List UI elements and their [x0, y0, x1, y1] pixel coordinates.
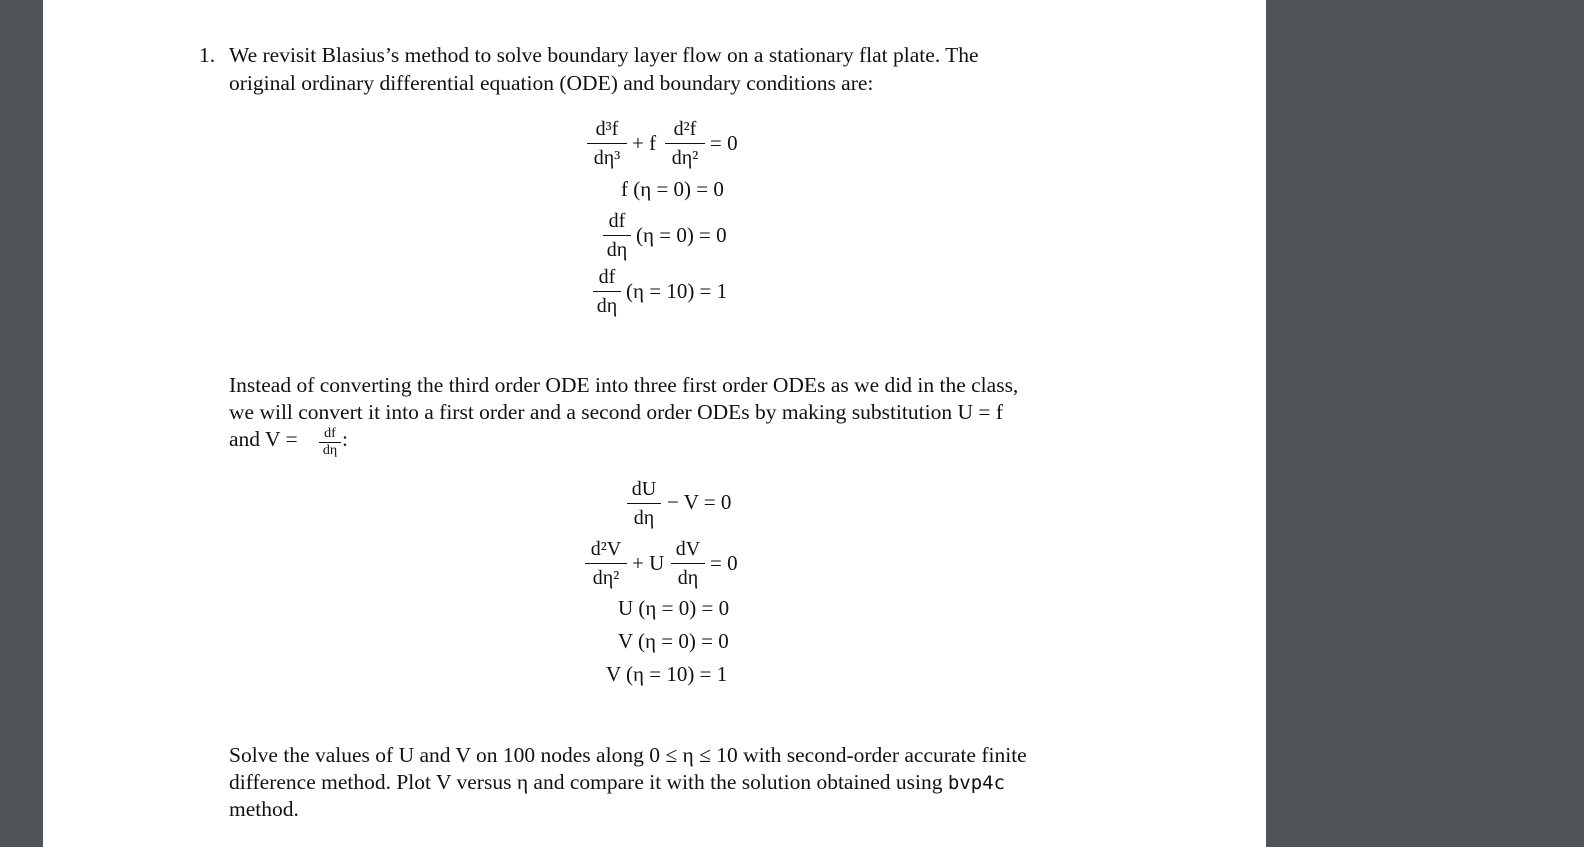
closing-line-2: difference method. Plot V versus η and compare it with the solution obtained using bvp4c: [229, 770, 1006, 794]
closing-line-3: method.: [229, 797, 299, 821]
problem-number: 1.: [199, 43, 216, 67]
ode-rhs: = 0: [710, 131, 738, 155]
ode-deta3: dη³: [593, 147, 621, 170]
ode-d2f: d²f: [673, 118, 697, 140]
bc-v-zero: V (η = 0) = 0: [618, 629, 729, 653]
intro-line-1: We revisit Blasius’s method to solve boundary layer flow on a stationary flat plate. The: [229, 43, 979, 67]
intro-line-2: original ordinary differential equation (ODE) and boundary conditions are:: [229, 71, 874, 95]
viewer-background-right: [1266, 0, 1584, 847]
bvp4c-code: bvp4c: [947, 772, 1006, 794]
ode-deta2: dη²: [671, 147, 699, 170]
closing-line-1: Solve the values of U and V on 100 nodes along 0 ≤ η ≤ 10 with second-order accurate finite: [229, 743, 1027, 767]
middle-inline-frac: df dη: [319, 427, 341, 458]
middle-line-2: we will convert it into a first order and a second order ODEs by making substitution U = f: [229, 400, 1004, 424]
ode-plus-f: + f: [632, 131, 657, 155]
bc-v-ten: V (η = 10) = 1: [606, 662, 728, 686]
bc-f-zero: f (η = 0) = 0: [621, 177, 724, 201]
ode-d3f: d³f: [595, 118, 619, 140]
middle-line-1: Instead of converting the third order ODE into three first order ODEs as we did in the class,: [229, 373, 1019, 397]
bc-u-zero: U (η = 0) = 0: [618, 596, 730, 620]
middle-line-3-suffix: :: [342, 427, 348, 451]
document-page: 1. We revisit Blasius’s method to solve boundary layer flow on a stationary flat plate. The original ordinary differential equation (ODE) and boundary conditions are: d³f dη³ + f d²f dη² = 0 f (η = 0) = 0 df dη (η = 0) = 0 df dη (η = 10) = 1 Instead of converting the third order ODE into three first order ODEs as we did in the class, we will convert it into a first order and a second order ODEs by making substitution U = f and V = df dη : dU dη − V = 0 d²V dη² + U dV dη = 0 U (η = 0) = 0 V (η = 0) = 0 V (η = 10) = 1 Solve the values of U and V on 100 nodes along 0 ≤ η ≤ 10 with second-order accurate finite difference method. Plot V versus η and compare it with the solution obtained using bvp4c method.: [43, 0, 1266, 847]
viewer-background-left: [0, 0, 43, 847]
middle-line-3-prefix: and V =: [229, 427, 298, 451]
